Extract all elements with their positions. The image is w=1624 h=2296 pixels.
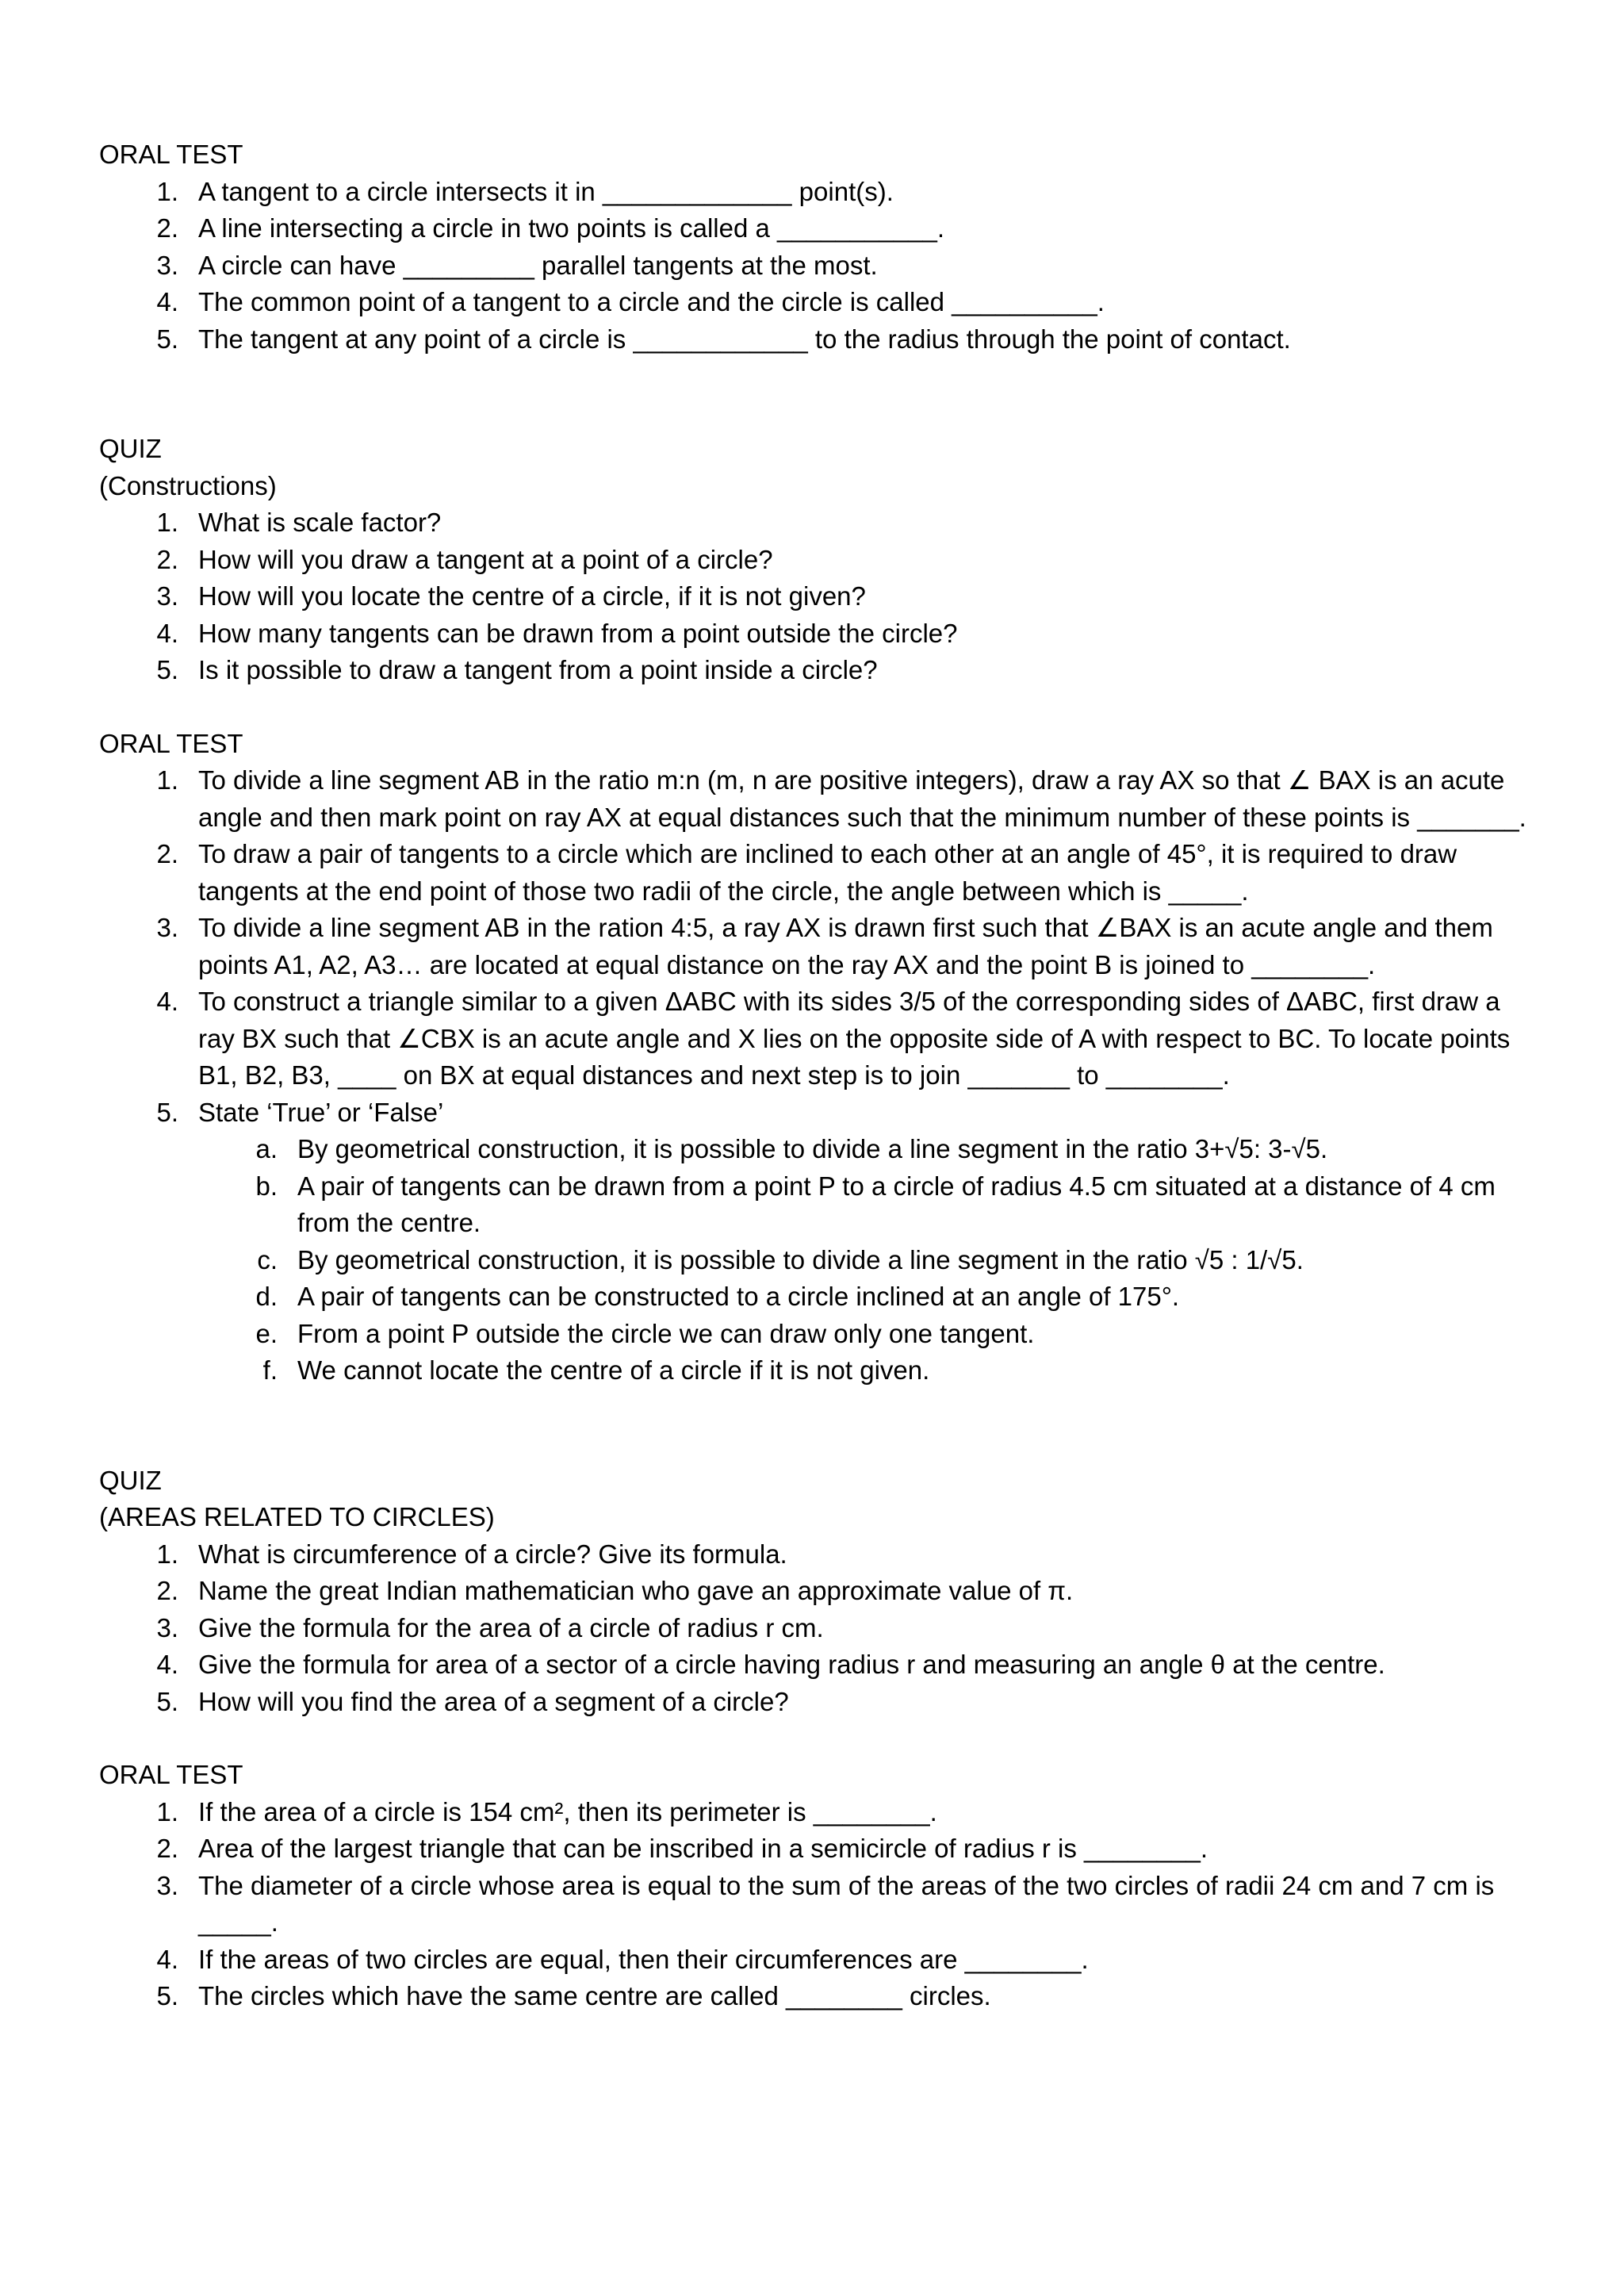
- list-item: [99, 542, 1526, 579]
- item-text: If the area of a circle is 154 cm², then its perimeter is ________.: [198, 1796, 937, 1826]
- list-item: [198, 1131, 1526, 1168]
- item-number: 3.: [156, 1870, 178, 1900]
- item-text: By geometrical construction, it is possible to divide a line segment in the ratio √5 : 1/√5.: [297, 1244, 1304, 1274]
- item-number: 4.: [156, 287, 178, 316]
- list-item: [99, 1978, 1526, 2015]
- section-oral-test-1: [99, 136, 1526, 358]
- item-text: The common point of a tangent to a circle and the circle is called __________.: [198, 287, 1105, 316]
- list-item: [99, 1794, 1526, 1831]
- section-subtitle: (AREAS RELATED TO CIRCLES): [99, 1502, 495, 1531]
- list-item: [99, 652, 1526, 689]
- section-title: ORAL TEST: [99, 140, 243, 169]
- item-number: 4.: [156, 618, 178, 648]
- item-text: By geometrical construction, it is possible to divide a line segment in the ratio 3+√5: 3-√5.: [297, 1134, 1328, 1163]
- item-text: The tangent at any point of a circle is ____________ to the radius through the point of contact.: [198, 324, 1291, 354]
- item-text: To construct a triangle similar to a given ΔABC with its sides 3/5 of the corresponding sides of ΔABC, first draw a ray BX such that ∠CBX is an acute angle and X lies on the opposite side of A with respect to BC. To locate points B1, B2, B3, ____ on BX at equal distances and next step is to join _______ to ________.: [198, 987, 1511, 1090]
- list-item: [99, 1941, 1526, 1979]
- list-item: [99, 578, 1526, 615]
- item-number: 5.: [156, 655, 178, 684]
- item-number: 5.: [156, 1981, 178, 2010]
- list-item: [99, 615, 1526, 653]
- question-list: [99, 1794, 1526, 2015]
- section-subtitle: (Constructions): [99, 470, 277, 500]
- section-oral-test-2: [99, 726, 1526, 1389]
- list-item: [99, 504, 1526, 542]
- list-item: [99, 910, 1526, 983]
- list-item: [99, 1830, 1526, 1868]
- item-number: 1.: [156, 765, 178, 795]
- item-number: 3.: [156, 1612, 178, 1642]
- item-text: A circle can have _________ parallel tangents at the most.: [198, 250, 878, 280]
- item-text: How many tangents can be drawn from a point outside the circle?: [198, 618, 958, 648]
- item-text: A pair of tangents can be drawn from a point P to a circle of radius 4.5 cm situated at a distance of 4 cm from the centre.: [297, 1171, 1496, 1237]
- question-list: [99, 762, 1526, 1131]
- list-item: [198, 1352, 1526, 1389]
- list-item: [99, 1646, 1526, 1684]
- list-item: [198, 1316, 1526, 1353]
- item-number: 1.: [156, 176, 178, 206]
- item-text: To divide a line segment AB in the ration 4:5, a ray AX is drawn first such that ∠BAX is an acute angle and them points A1, A2, A3… are located at equal distance on the ray AX and the point B is joined to ________.: [198, 913, 1493, 979]
- item-text: Area of the largest triangle that can be inscribed in a semicircle of radius r is ________.: [198, 1834, 1208, 1863]
- list-item: [99, 321, 1526, 358]
- item-text: Give the formula for the area of a circle of radius r cm.: [198, 1612, 824, 1642]
- item-text: To divide a line segment AB in the ratio m:n (m, n are positive integers), draw a ray AX so that ∠ BAX is an acute angle and then mark point on ray AX at equal distances such that the minimum number of these points is _______.: [198, 765, 1526, 832]
- item-number: 2.: [156, 1834, 178, 1863]
- item-number: 5.: [156, 324, 178, 354]
- section-quiz-areas: [99, 1462, 1526, 1721]
- item-letter: d.: [255, 1282, 278, 1311]
- section-title: QUIZ: [99, 434, 162, 463]
- item-text: State ‘True’ or ‘False’: [198, 1097, 444, 1127]
- list-item: [99, 1573, 1526, 1610]
- true-false-list: [99, 1131, 1526, 1389]
- item-number: 1.: [156, 1796, 178, 1826]
- list-item: [99, 174, 1526, 211]
- item-text: If the areas of two circles are equal, then their circumferences are ________.: [198, 1944, 1089, 1974]
- item-number: 4.: [156, 987, 178, 1016]
- item-text: How will you draw a tangent at a point of a circle?: [198, 544, 773, 574]
- item-text: How will you locate the centre of a circle, if it is not given?: [198, 581, 866, 611]
- list-item: [99, 762, 1526, 836]
- list-item: [99, 983, 1526, 1094]
- list-item: [99, 1094, 1526, 1132]
- item-text: To draw a pair of tangents to a circle which are inclined to each other at an angle of 45°, it is required to draw tangents at the end point of those two radii of the circle, the angle between which is _____.: [198, 839, 1457, 906]
- list-item: [99, 1536, 1526, 1573]
- item-letter: c.: [257, 1244, 278, 1274]
- item-text: How will you find the area of a segment of a circle?: [198, 1686, 789, 1716]
- item-text: What is scale factor?: [198, 508, 442, 537]
- list-item: [99, 1684, 1526, 1721]
- item-number: 2.: [156, 544, 178, 574]
- list-item: [99, 210, 1526, 247]
- list-item: [99, 284, 1526, 321]
- item-number: 2.: [156, 213, 178, 243]
- item-number: 3.: [156, 581, 178, 611]
- item-number: 1.: [156, 508, 178, 537]
- list-item: [198, 1168, 1526, 1242]
- list-item: [198, 1242, 1526, 1279]
- item-text: Name the great Indian mathematician who gave an approximate value of π.: [198, 1576, 1074, 1605]
- item-number: 4.: [156, 1944, 178, 1974]
- document-page: [99, 136, 1526, 2015]
- item-text: Give the formula for area of a sector of a circle having radius r and measuring an angle θ at the centre.: [198, 1650, 1385, 1679]
- section-quiz-constructions: [99, 431, 1526, 689]
- item-number: 5.: [156, 1686, 178, 1716]
- item-letter: a.: [255, 1134, 278, 1163]
- item-text: A pair of tangents can be constructed to a circle inclined at an angle of 175°.: [297, 1282, 1180, 1311]
- item-text: Is it possible to draw a tangent from a point inside a circle?: [198, 655, 878, 684]
- item-letter: f.: [262, 1355, 278, 1385]
- item-number: 3.: [156, 250, 178, 280]
- section-title: QUIZ: [99, 1465, 162, 1495]
- list-item: [99, 1868, 1526, 1941]
- item-text: A line intersecting a circle in two points is called a ___________.: [198, 213, 945, 243]
- item-number: 3.: [156, 913, 178, 942]
- list-item: [99, 247, 1526, 285]
- list-item: [198, 1278, 1526, 1316]
- item-number: 5.: [156, 1097, 178, 1127]
- item-number: 1.: [156, 1539, 178, 1569]
- question-list: [99, 174, 1526, 358]
- item-text: From a point P outside the circle we can draw only one tangent.: [297, 1318, 1035, 1348]
- item-number: 2.: [156, 839, 178, 868]
- item-text: We cannot locate the centre of a circle if it is not given.: [297, 1355, 930, 1385]
- section-title: ORAL TEST: [99, 1760, 243, 1789]
- list-item: [99, 836, 1526, 910]
- list-item: [99, 1610, 1526, 1647]
- item-letter: e.: [255, 1318, 278, 1348]
- item-text: The circles which have the same centre are called ________ circles.: [198, 1981, 991, 2010]
- section-oral-test-3: [99, 1757, 1526, 2015]
- item-number: 4.: [156, 1650, 178, 1679]
- section-title: ORAL TEST: [99, 728, 243, 758]
- item-text: What is circumference of a circle? Give its formula.: [198, 1539, 787, 1569]
- item-letter: b.: [255, 1171, 278, 1201]
- item-text: A tangent to a circle intersects it in _____________ point(s).: [198, 176, 894, 206]
- item-number: 2.: [156, 1576, 178, 1605]
- question-list: [99, 504, 1526, 689]
- question-list: [99, 1536, 1526, 1721]
- item-text: The diameter of a circle whose area is equal to the sum of the areas of the two circles of radii 24 cm and 7 cm is _____.: [198, 1870, 1495, 1937]
